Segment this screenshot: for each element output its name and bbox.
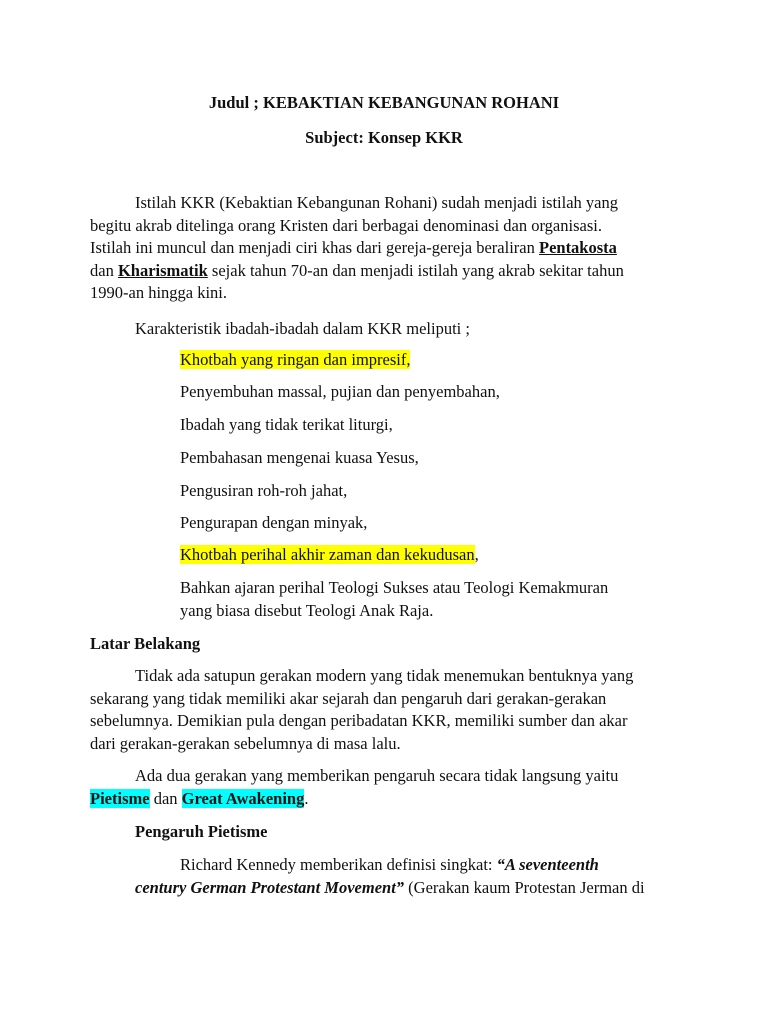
pengaruh-line [135,854,735,877]
characteristic-item: Pembahasan mengenai kuasa Yesus, [180,448,419,467]
latar-paragraph [90,665,690,755]
characteristic-item: Pengusiran roh-roh jahat, [180,481,348,500]
highlighted-text: Khotbah perihal akhir zaman dan kekudusan [180,545,475,564]
pengaruh-line [135,877,735,900]
intro-line [90,237,690,260]
connector-text: dan [149,788,182,808]
characteristic-item: Ibadah yang tidak terikat liturgi, [180,415,393,434]
movements-line: Ada dua gerakan yang memberikan pengaruh secara tidak langsung yaitu [135,766,619,785]
characteristics-intro [90,318,690,341]
pietisme-term: Pietisme [90,788,150,808]
latar-line: sekarang yang tidak memiliki akar sejarah dan pengaruh dari gerakan-gerakan [90,688,607,708]
quote-text: “A seventeenth [496,855,599,874]
intro-text: sejak tahun 70-an dan menjadi istilah yang akrab sekitar tahun [207,260,624,280]
intro-line [90,260,690,283]
highlighted-text: Khotbah yang ringan dan impresif, [180,350,411,369]
document-title: Judul ; KEBAKTIAN KEBANGUNAN ROHANI [208,93,560,112]
latar-line: dari gerakan-gerakan sebelumnya di masa lalu. [90,733,401,753]
item-suffix: , [474,545,479,564]
characteristic-item [180,544,479,567]
characteristic-item: Pengurapan dengan minyak, [180,513,368,532]
characteristic-item [180,349,410,372]
movements-line [90,788,690,811]
pengaruh-paragraph [135,854,735,899]
movements-paragraph [90,765,690,810]
latar-line: sebelumnya. Demikian pula dengan peribadatan KKR, memiliki sumber dan akar [90,711,628,730]
intro-text: dan [90,260,118,280]
latar-line: Tidak ada satupun gerakan modern yang tidak menemukan bentuknya yang [135,666,634,685]
intro-line: 1990-an hingga kini. [90,283,228,302]
period-text: . [304,788,309,808]
characteristic-item [180,577,608,622]
quote-text: century German Protestant Movement” [135,877,405,897]
characteristics-intro-text: Karakteristik ibadah-ibadah dalam KKR meliputi ; [135,319,470,338]
pengaruh-text: Richard Kennedy memberikan definisi singkat: [180,855,497,874]
intro-line: begitu akrab ditelinga orang Kristen dari berbagai denominasi dan organisasi. [90,215,602,235]
intro-text: Istilah ini muncul dan menjadi ciri khas dari gereja-gereja beraliran [90,238,539,257]
intro-line: Istilah KKR (Kebaktian Kebangunan Rohani) sudah menjadi istilah yang [135,193,618,212]
kharismatik-term: Kharismatik [117,260,208,280]
item-line: yang biasa disebut Teologi Anak Raja. [180,600,434,620]
document-subject: Subject: Konsep KKR [305,128,463,147]
pengaruh-heading: Pengaruh Pietisme [135,822,268,841]
latar-heading: Latar Belakang [90,634,201,653]
intro-paragraph [90,192,690,305]
pentakosta-term: Pentakosta [538,238,617,257]
item-line: Bahkan ajaran perihal Teologi Sukses atau Teologi Kemakmuran [180,578,609,597]
great-awakening-term: Great Awakening [181,788,305,808]
pengaruh-text: (Gerakan kaum Protestan Jerman di [404,877,645,897]
characteristic-item: Penyembuhan massal, pujian dan penyembahan, [180,382,500,401]
